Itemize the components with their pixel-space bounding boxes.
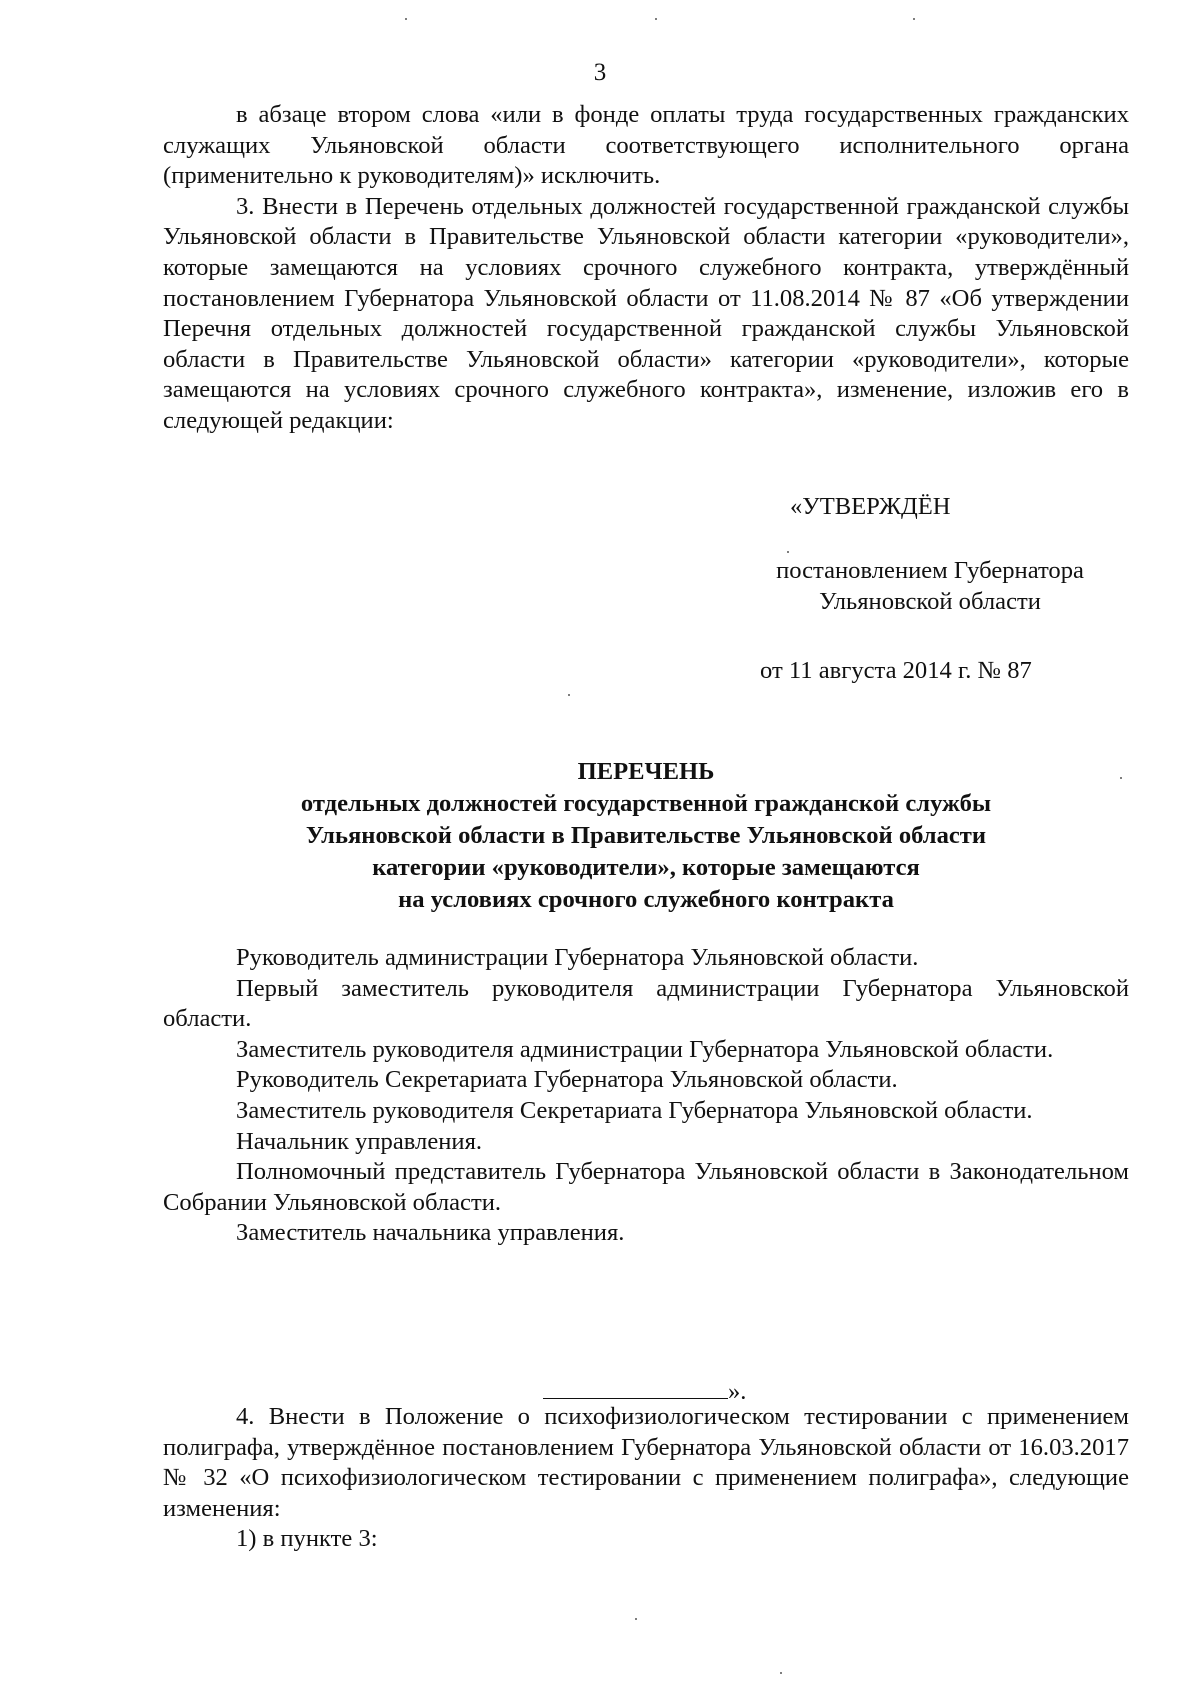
heading-title: ПЕРЕЧЕНЬ	[577, 758, 715, 785]
paragraph: 4. Внести в Положение о психофизиологическом тестировании с применением полиграфа, утверждённое постановлением Губернатора Ульяновской области от 16.03.2017 № 32 «О психофизиологическом тестировании с применением полиграфа», следующие изменения:	[163, 1403, 1129, 1522]
closing-quote: ».	[728, 1378, 747, 1405]
underline-divider	[543, 1376, 728, 1399]
paragraph: 3. Внести в Перечень отдельных должностей государственной гражданской службы Ульяновской области в Правительстве Ульяновской области категории «руководители», которые замещаются на условиях срочного служебного контракта, утверждённый постановлением Губернатора Ульяновской области от 11.08.2014 № 87 «Об утверждении Перечня отдельных должностей государственной гражданской службы Ульяновской области в Правительстве Ульяновской области» категории «руководители», которые замещаются на условиях срочного служебного контракта», изменение, изложив его в следующей редакции:	[163, 192, 1129, 434]
approval-block	[740, 556, 1120, 617]
list-item: Полномочный представитель Губернатора Ульяновской области в Законодательном Собрании Ульяновской области.	[163, 1158, 1129, 1216]
approval-title: «УТВЕРЖДЁН	[790, 493, 951, 520]
scan-speck	[913, 18, 915, 20]
scan-speck	[405, 18, 407, 20]
list-item: Заместитель руководителя администрации Губернатора Ульяновской области.	[236, 1035, 1054, 1063]
scan-speck	[1120, 777, 1122, 779]
paragraph: в абзаце втором слова «или в фонде оплаты труда государственных гражданских служащих Ульяновской области соответствующего исполнительного органа (применительно к руководителям)» исключить.	[163, 101, 1129, 190]
list-item: Руководитель Секретариата Губернатора Ульяновской области.	[236, 1066, 898, 1094]
amendment-text-top	[163, 100, 1129, 437]
heading-line: Ульяновской области в Правительстве Ульяновской области	[305, 822, 987, 849]
scan-speck	[568, 694, 570, 696]
list-item: Первый заместитель руководителя администрации Губернатора Ульяновской области.	[163, 974, 1129, 1033]
paragraph: 1) в пункте 3:	[236, 1525, 378, 1553]
list-item: Руководитель администрации Губернатора Ульяновской области.	[236, 944, 919, 971]
list-item: Начальник управления.	[236, 1127, 483, 1155]
approval-line: Ульяновской области	[819, 587, 1041, 615]
page-number: 3	[593, 59, 607, 86]
heading-line: категории «руководители», которые замещаются	[372, 854, 920, 881]
scan-speck	[780, 1672, 782, 1674]
scan-speck	[655, 18, 657, 20]
list-item: Заместитель руководителя Секретариата Губернатора Ульяновской области.	[236, 1096, 1033, 1124]
list-item: Заместитель начальника управления.	[236, 1219, 625, 1247]
scan-speck	[787, 551, 789, 553]
amendment-text-bottom	[163, 1402, 1129, 1555]
positions-list	[163, 943, 1129, 1249]
scan-speck	[635, 1618, 637, 1620]
approval-date: от 11 августа 2014 г. № 87	[760, 657, 1032, 684]
list-heading	[163, 756, 1129, 916]
approval-line: постановлением Губернатора	[776, 557, 1084, 584]
heading-line: на условиях срочного служебного контракта	[398, 886, 894, 913]
heading-line: отдельных должностей государственной гражданской службы	[300, 790, 992, 817]
